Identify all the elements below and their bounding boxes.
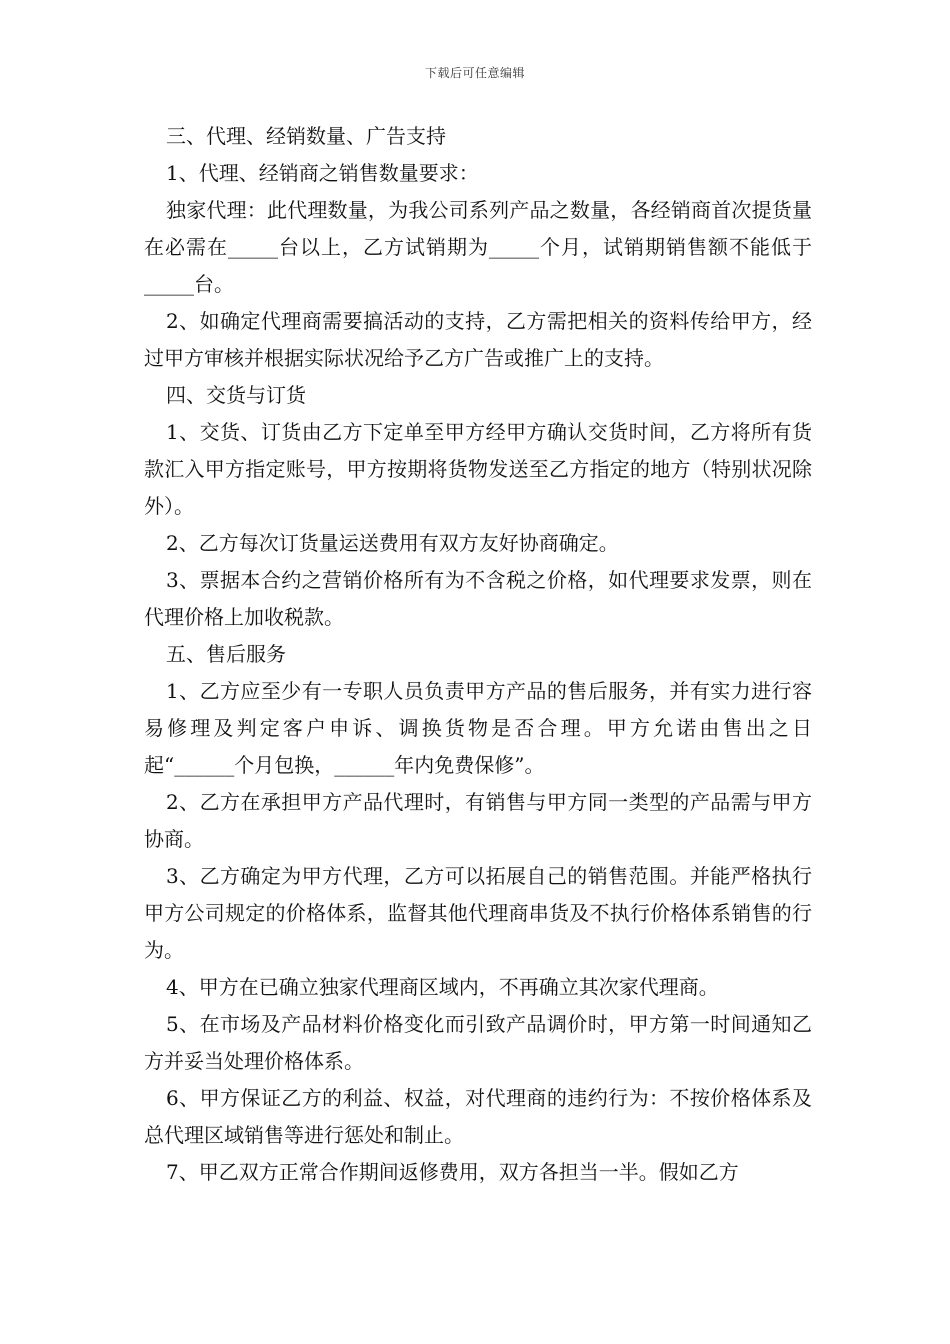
page-header: 下载后可任意编辑 xyxy=(424,66,525,80)
paragraph: 3、乙方确定为甲方代理，乙方可以拓展自己的销售范围。并能严格执行甲方公司规定的价格体系，监督其他代理商串货及不执行价格体系销售的行为。 xyxy=(144,864,812,962)
paragraph: 2、乙方在承担甲方产品代理时，有销售与甲方同一类型的产品需与甲方协商。 xyxy=(144,790,812,851)
section-heading: 五、售后服务 xyxy=(166,642,286,666)
paragraph: 4、甲方在已确立独家代理商区域内，不再确立其次家代理商。 xyxy=(166,975,719,999)
paragraph: 3、票据本合约之营销价格所有为不含税之价格，如代理要求发票，则在代理价格上加收税款。 xyxy=(144,568,812,629)
paragraph: 6、甲方保证乙方的利益、权益，对代理商的违约行为：不按价格体系及总代理区域销售等进行惩处和制止。 xyxy=(144,1086,812,1147)
paragraph: 1、交货、订货由乙方下定单至甲方经甲方确认交货时间，乙方将所有货款汇入甲方指定账号，甲方按期将货物发送至乙方指定的地方（特别状况除外）。 xyxy=(144,420,812,518)
section-heading: 三、代理、经销数量、广告支持 xyxy=(166,124,446,148)
paragraph: 7、甲乙双方正常合作期间返修费用，双方各担当一半。假如乙方 xyxy=(166,1160,739,1184)
paragraph: 2、乙方每次订货量运送费用有双方友好协商确定。 xyxy=(166,531,619,555)
section-heading: 四、交货与订货 xyxy=(166,383,306,407)
paragraph: 独家代理：此代理数量，为我公司系列产品之数量，各经销商首次提货量在必需在_____台以上，乙方试销期为_____个月，试销期销售额不能低于_____台。 xyxy=(144,198,812,296)
paragraph: 2、如确定代理商需要搞活动的支持，乙方需把相关的资料传给甲方，经过甲方审核并根据实际状况给予乙方广告或推广上的支持。 xyxy=(144,309,812,370)
paragraph: 5、在市场及产品材料价格变化而引致产品调价时，甲方第一时间通知乙方并妥当处理价格体系。 xyxy=(144,1012,812,1073)
paragraph: 1、代理、经销商之销售数量要求： xyxy=(166,161,479,185)
document-body xyxy=(144,118,812,1191)
paragraph: 1、乙方应至少有一专职人员负责甲方产品的售后服务，并有实力进行容易修理及判定客户申诉、调换货物是否合理。甲方允诺由售出之日起“______个月包换，______年内免费保修”。 xyxy=(144,679,812,777)
